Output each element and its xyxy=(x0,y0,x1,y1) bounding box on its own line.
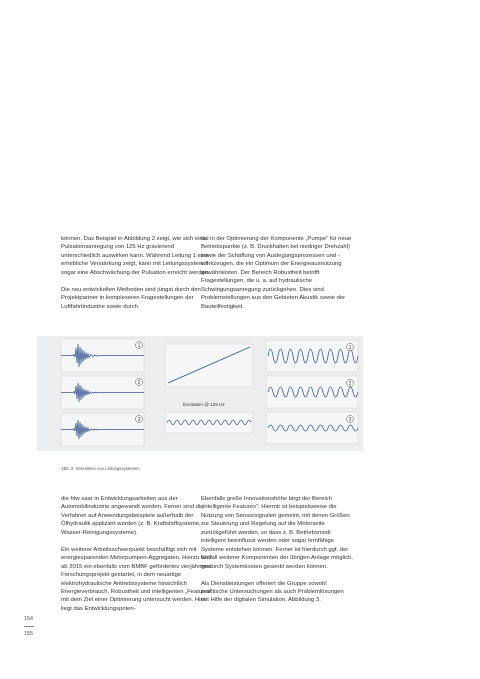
response-panel-1 xyxy=(266,340,358,372)
response-panel-2 xyxy=(266,376,358,408)
marker-3: 3 xyxy=(137,416,141,423)
marker-3: 3 xyxy=(348,416,352,423)
page-number-right: 155 xyxy=(24,631,33,637)
pulse-panel-1 xyxy=(61,339,144,372)
pulse-panel-3 xyxy=(61,413,144,446)
paragraph: die htw saar in Entwicklungsarbeiten aus der Automobilindustrie angewandt worden. Ferner sind die Verfahren auf Anwendungsbeispiele außerhalb der Ölhydraulik appliziert worden (z. B. Kraftstoffsysteme, Wasser-Reinigungssysteme). xyxy=(61,496,204,536)
right-response-panels xyxy=(266,340,358,444)
pulse-panel-2 xyxy=(61,376,144,409)
page-number-divider xyxy=(24,626,34,627)
paragraph: Ebenfalls große Innovationshöhe birgt der Bereich „intelligente Features“: Hiermit ist beispielsweise die Nutzung von Sensorsignalen gemeint, mit denen Größen zur Steuerung und Regelung auf die Motorseite zurückgeführt werden, so dass z. B. Betriebsmodi intelligent beeinflusst werden oder sogar lernfähige Systeme entstehen können. Ferner ist hierdurch ggf. der Entfall weiterer Komponenten der übrigen Anlage möglich, wodurch Systemkosten gesenkt werden können. xyxy=(201,496,353,570)
paragraph: Ein weiterer Arbeitsschwerpunkt beschäftigt sich mit energiesparenden Motorpumpen-Aggregaten. Hierzu wird ab 2015 ein ebenfalls vom BMBF gefördertes vierjähriges Forschungsprojekt gestartet, in dem neuartige elektrohydraulische Antriebssysteme hinsichtlich Energieverbrauch, Robustheit und intelligenten „Features“ mit dem Ziel einer Optimierung untersucht werden. Hier liegt das Entwicklungspoten- xyxy=(61,546,213,612)
left-pulse-panels xyxy=(61,339,144,446)
paragraph: tial in der Optimierung der Komponente „Pumpe“ für neue Betriebspunkte (z. B. Druckhalten bei niedriger Drehzahl) sowie der Schaffung von Auslegungsprozessen und -werkzeugen, die ein Optimum der Energieausnutzung gewährleisten. Der Bereich Robustheit betrifft Fragestellungen, die u. a. auf hydraulische Schwingungsanregung zurückgehen. Dies sind Problemstellungen aus den Gebieten Akustik sowie der Bauteilfestigkeit. xyxy=(201,236,352,310)
figure-caption: Abb. 2: Simulation von Leitungssystemen xyxy=(61,466,140,471)
simulation-figure xyxy=(37,336,363,451)
marker-1: 1 xyxy=(348,344,352,351)
text-column-bottom-left xyxy=(61,495,213,613)
paragraph: können. Das Beispiel in Abbildung 2 zeigt, wie sich eine Pulsationsanregung von 125 Hz gravierend unterschiedlich auswirken kann. Während Leitung 1 eine erhebliche Verstärkung zeigt, kann mit Leitungssystem 3 sogar eine Abschwächung der Pulsation erreicht werden. xyxy=(61,236,210,276)
paragraph: Die neu entwickelten Methoden sind jüngst durch den Projektpartner in komplexeren Fragestellungen der Luftfahrtindustrie sowie durch xyxy=(61,286,201,310)
simulation-figure-svg xyxy=(37,336,363,451)
text-column-top-left xyxy=(61,235,213,311)
text-column-bottom-right xyxy=(201,495,353,605)
marker-2: 2 xyxy=(348,380,352,387)
page-number-left: 154 xyxy=(24,616,33,622)
paragraph: Als Dienstleistungen offeriert die Gruppe sowohl praktische Untersuchungen als auch Problemlösungen mit Hilfe der digitalen Simulation, Abbildung 3. xyxy=(201,580,344,604)
excitation-label: Excitation @ 125 Hz xyxy=(183,402,225,407)
marker-1: 1 xyxy=(137,342,141,349)
text-column-top-right xyxy=(201,235,353,311)
marker-2: 2 xyxy=(137,379,141,386)
center-panels xyxy=(165,344,253,433)
response-panel-3 xyxy=(266,412,358,444)
